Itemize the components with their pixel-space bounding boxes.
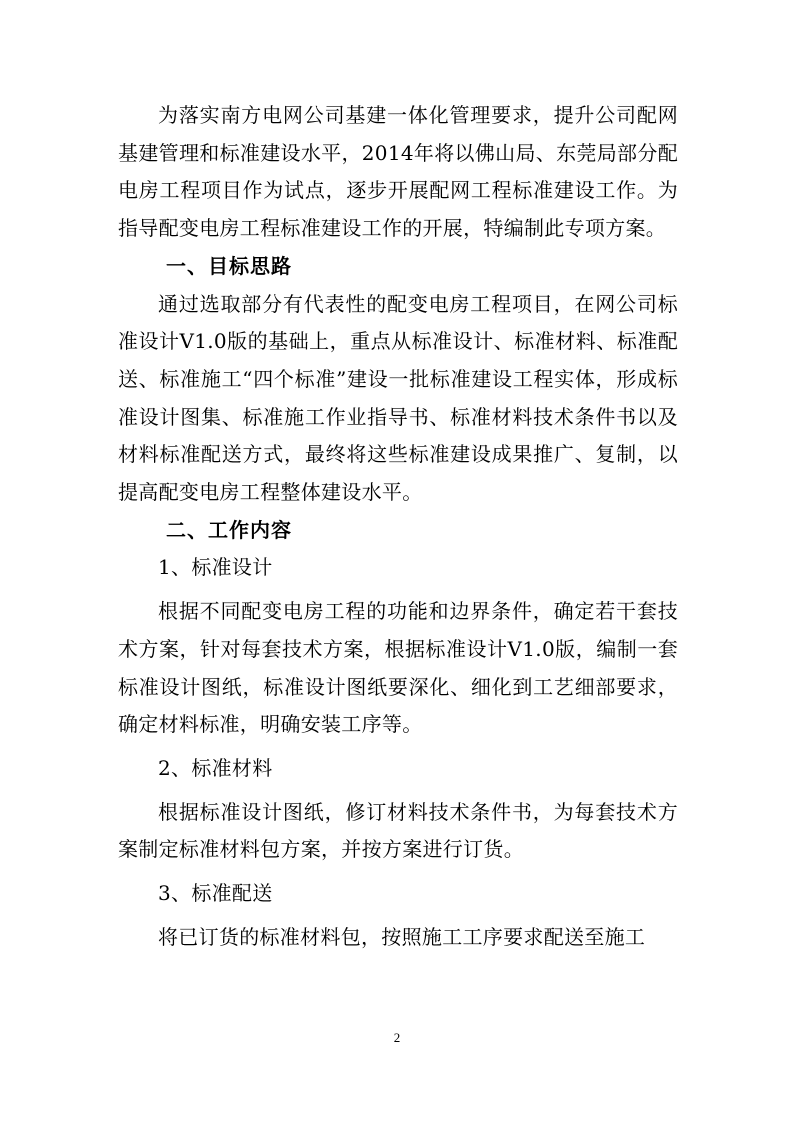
standard-materials-paragraph: 根据标准设计图纸，修订材料技术条件书，为每套技术方案制定标准材料包方案，并按方案进行订货。 xyxy=(118,799,678,862)
page-number: 2 xyxy=(393,1030,401,1045)
item-title-standard-delivery: 3、标准配送 xyxy=(158,881,273,906)
item-title-standard-materials: 2、标准材料 xyxy=(158,755,273,780)
standard-delivery-paragraph: 将已订货的标准材料包，按照施工工序要求配送至施工 xyxy=(158,924,646,949)
goals-paragraph: 通过选取部分有代表性的配变电房工程项目，在网公司标准设计V1.0版的基础上，重点从标准设计、标准材料、标准配送、标准施工“四个标准”建设一批标准建设工程实体，形成标准设计图集、标准施工作业指导书、标准材料技术条件书以及材料标准配送方式，最终将这些标准建设成果推广、复制，以提高配变电房工程整体建设水平。 xyxy=(118,291,678,505)
item-title-standard-design: 1、标准设计 xyxy=(158,555,273,580)
section-heading-work-content: 二、工作内容 xyxy=(166,517,292,542)
standard-design-paragraph: 根据不同配变电房工程的功能和边界条件，确定若干套技术方案，针对每套技术方案，根据标准设计V1.0版，编制一套标准设计图纸，标准设计图纸要深化、细化到工艺细部要求，确定材料标准，明确安装工序等。 xyxy=(118,599,678,737)
intro-paragraph: 为落实南方电网公司基建一体化管理要求，提升公司配网基建管理和标准建设水平，2014年将以佛山局、东莞局部分配电房工程项目作为试点，逐步开展配网工程标准建设工作。为指导配变电房工程标准建设工作的开展，特编制此专项方案。 xyxy=(118,103,678,241)
section-heading-goals: 一、目标思路 xyxy=(166,253,292,278)
document-body xyxy=(118,97,678,956)
